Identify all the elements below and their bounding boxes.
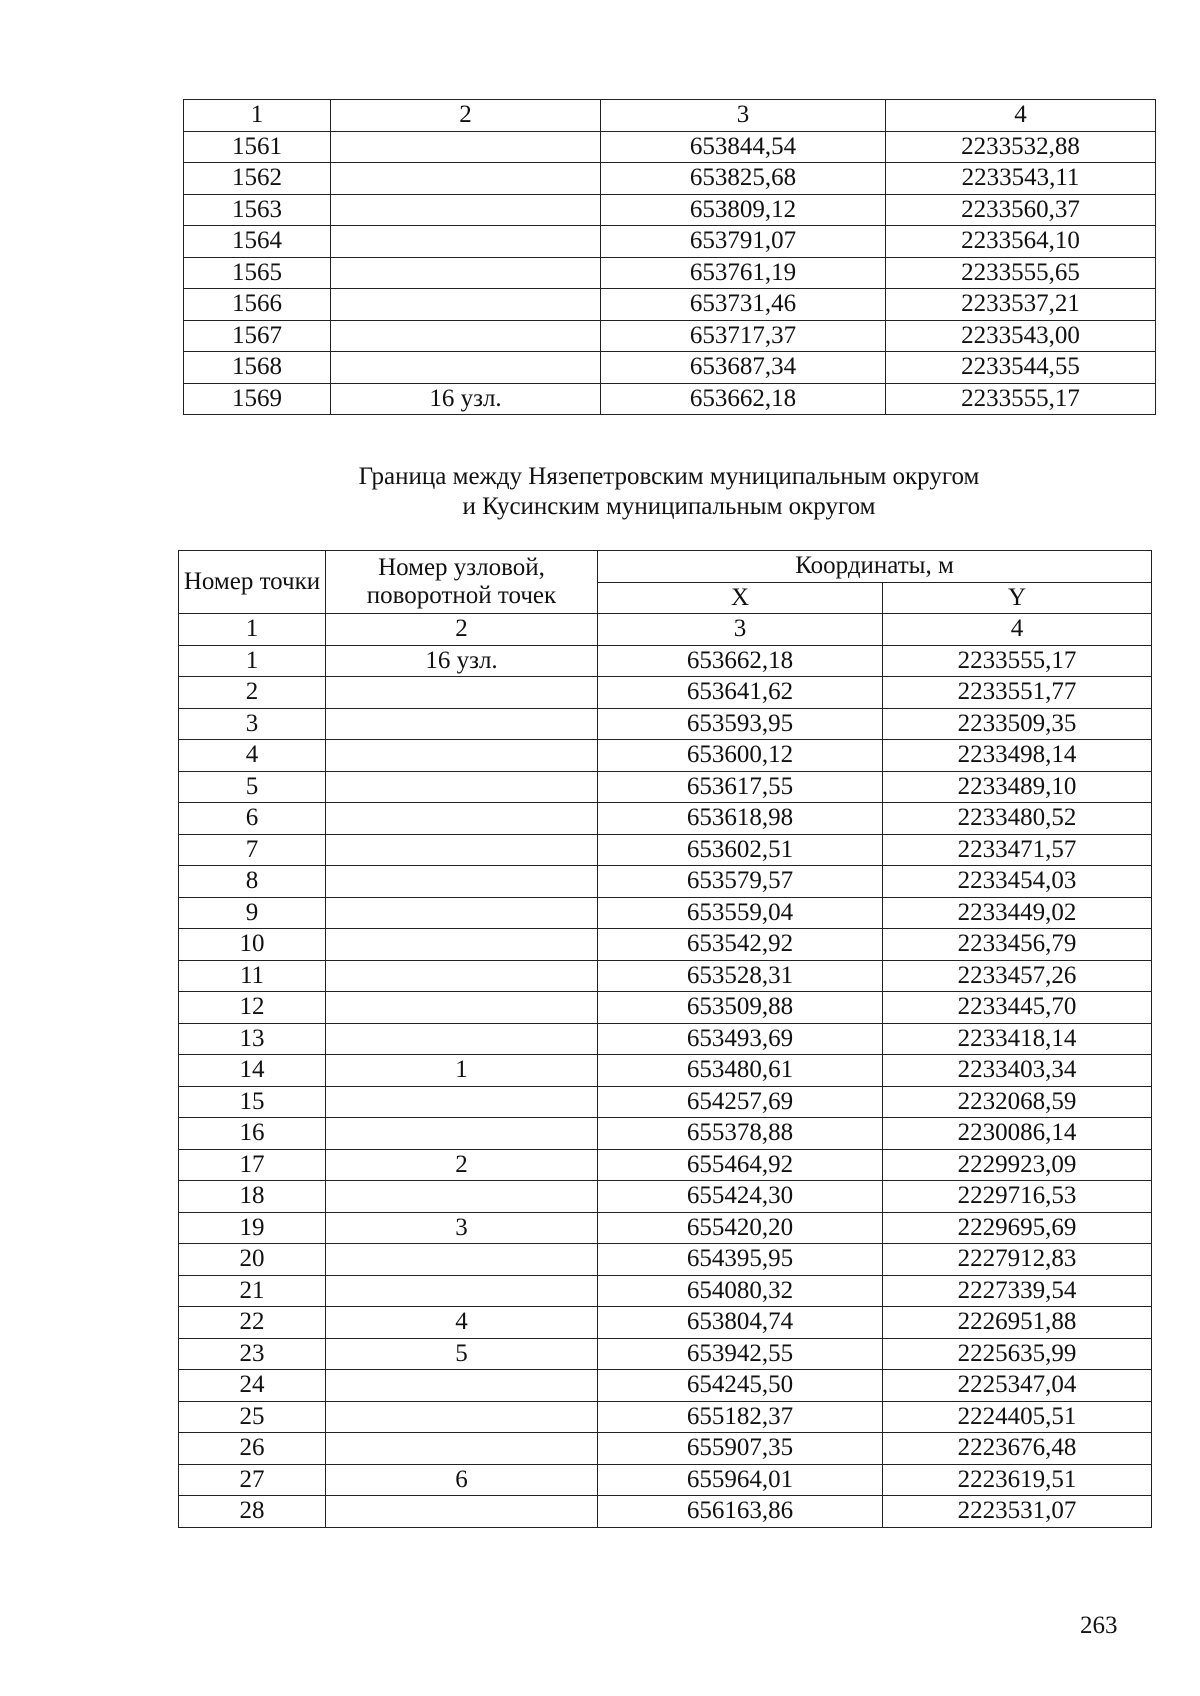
x-coordinate-cell: 653791,07 bbox=[601, 226, 886, 258]
y-coordinate-cell: 2233555,17 bbox=[886, 383, 1156, 415]
point-number-cell: 26 bbox=[179, 1433, 326, 1465]
x-coordinate-cell: 653717,37 bbox=[601, 320, 886, 352]
point-number-cell: 10 bbox=[179, 929, 326, 961]
point-number-cell: 1568 bbox=[184, 352, 331, 384]
table-row bbox=[179, 1118, 1152, 1150]
header-y: Y bbox=[883, 582, 1152, 614]
y-coordinate-cell: 2233454,03 bbox=[883, 866, 1152, 898]
column-number-cell: 3 bbox=[598, 614, 883, 646]
point-number-cell: 5 bbox=[179, 771, 326, 803]
column-number-cell: 4 bbox=[883, 614, 1152, 646]
section-title-line1: Граница между Нязепетровским муниципальным округом bbox=[358, 463, 980, 490]
point-number-cell: 1561 bbox=[184, 131, 331, 163]
y-coordinate-cell: 2229923,09 bbox=[883, 1149, 1152, 1181]
y-coordinate-cell: 2230086,14 bbox=[883, 1118, 1152, 1150]
table-row bbox=[179, 960, 1152, 992]
point-number-cell: 24 bbox=[179, 1370, 326, 1402]
x-coordinate-cell: 653480,61 bbox=[598, 1055, 883, 1087]
point-number-cell: 1563 bbox=[184, 194, 331, 226]
x-coordinate-cell: 653593,95 bbox=[598, 708, 883, 740]
header-node-number: Номер узловой, поворотной точек bbox=[326, 551, 598, 614]
table-row bbox=[184, 226, 1156, 258]
x-coordinate-cell: 653662,18 bbox=[598, 645, 883, 677]
table-row bbox=[179, 1023, 1152, 1055]
point-number-cell: 21 bbox=[179, 1275, 326, 1307]
point-number-cell: 14 bbox=[179, 1055, 326, 1087]
node-number-cell bbox=[326, 1244, 598, 1276]
y-coordinate-cell: 2233480,52 bbox=[883, 803, 1152, 835]
table-row bbox=[184, 320, 1156, 352]
x-coordinate-cell: 653618,98 bbox=[598, 803, 883, 835]
point-number-cell: 23 bbox=[179, 1338, 326, 1370]
node-number-cell bbox=[326, 1118, 598, 1150]
table-row bbox=[184, 163, 1156, 195]
y-coordinate-cell: 2233544,55 bbox=[886, 352, 1156, 384]
y-coordinate-cell: 2225635,99 bbox=[883, 1338, 1152, 1370]
point-number-cell: 22 bbox=[179, 1307, 326, 1339]
point-number-cell: 7 bbox=[179, 834, 326, 866]
y-coordinate-cell: 2229695,69 bbox=[883, 1212, 1152, 1244]
x-coordinate-cell: 653809,12 bbox=[601, 194, 886, 226]
y-coordinate-cell: 2227912,83 bbox=[883, 1244, 1152, 1276]
point-number-cell: 8 bbox=[179, 866, 326, 898]
x-coordinate-cell: 656163,86 bbox=[598, 1496, 883, 1528]
table-row bbox=[184, 257, 1156, 289]
y-coordinate-cell: 2233555,65 bbox=[886, 257, 1156, 289]
node-number-cell: 5 bbox=[326, 1338, 598, 1370]
point-number-cell: 18 bbox=[179, 1181, 326, 1213]
column-number-cell: 1 bbox=[184, 100, 331, 132]
node-number-cell bbox=[326, 866, 598, 898]
node-number-cell bbox=[326, 897, 598, 929]
column-number-cell: 4 bbox=[886, 100, 1156, 132]
x-coordinate-cell: 655424,30 bbox=[598, 1181, 883, 1213]
node-number-cell bbox=[331, 320, 601, 352]
section-title-line2: и Кусинским муниципальным округом bbox=[462, 493, 876, 520]
y-coordinate-cell: 2229716,53 bbox=[883, 1181, 1152, 1213]
point-number-cell: 3 bbox=[179, 708, 326, 740]
node-number-cell bbox=[331, 226, 601, 258]
x-coordinate-cell: 653579,57 bbox=[598, 866, 883, 898]
y-coordinate-cell: 2233543,00 bbox=[886, 320, 1156, 352]
top-table-body bbox=[184, 100, 1156, 415]
point-number-cell: 1 bbox=[179, 645, 326, 677]
y-coordinate-cell: 2233449,02 bbox=[883, 897, 1152, 929]
y-coordinate-cell: 2233555,17 bbox=[883, 645, 1152, 677]
node-number-cell: 6 bbox=[326, 1464, 598, 1496]
x-coordinate-cell: 653509,88 bbox=[598, 992, 883, 1024]
table-numbering-row bbox=[179, 614, 1152, 646]
y-coordinate-cell: 2232068,59 bbox=[883, 1086, 1152, 1118]
table-row bbox=[179, 740, 1152, 772]
coordinates-table-continued bbox=[183, 99, 1156, 415]
column-number-cell: 2 bbox=[331, 100, 601, 132]
table-row bbox=[179, 1338, 1152, 1370]
table-row bbox=[184, 131, 1156, 163]
table-row bbox=[179, 866, 1152, 898]
point-number-cell: 16 bbox=[179, 1118, 326, 1150]
table-row bbox=[179, 708, 1152, 740]
y-coordinate-cell: 2233403,34 bbox=[883, 1055, 1152, 1087]
node-number-cell bbox=[326, 708, 598, 740]
y-coordinate-cell: 2227339,54 bbox=[883, 1275, 1152, 1307]
table-row bbox=[179, 1464, 1152, 1496]
column-number-cell: 1 bbox=[179, 614, 326, 646]
table-row bbox=[179, 771, 1152, 803]
node-number-cell: 16 узл. bbox=[326, 645, 598, 677]
node-number-cell: 2 bbox=[326, 1149, 598, 1181]
node-number-cell bbox=[326, 1496, 598, 1528]
x-coordinate-cell: 653844,54 bbox=[601, 131, 886, 163]
x-coordinate-cell: 655378,88 bbox=[598, 1118, 883, 1150]
y-coordinate-cell: 2233457,26 bbox=[883, 960, 1152, 992]
table-row bbox=[184, 194, 1156, 226]
node-number-cell bbox=[331, 131, 601, 163]
table-row bbox=[179, 1086, 1152, 1118]
node-number-cell bbox=[331, 352, 601, 384]
point-number-cell: 27 bbox=[179, 1464, 326, 1496]
table-row bbox=[179, 897, 1152, 929]
table-row bbox=[179, 1149, 1152, 1181]
x-coordinate-cell: 653825,68 bbox=[601, 163, 886, 195]
node-number-cell bbox=[326, 1181, 598, 1213]
node-number-cell bbox=[326, 1023, 598, 1055]
boundary-coordinates-table bbox=[178, 550, 1152, 1528]
x-coordinate-cell: 653731,46 bbox=[601, 289, 886, 321]
x-coordinate-cell: 653942,55 bbox=[598, 1338, 883, 1370]
point-number-cell: 19 bbox=[179, 1212, 326, 1244]
x-coordinate-cell: 654395,95 bbox=[598, 1244, 883, 1276]
y-coordinate-cell: 2233498,14 bbox=[883, 740, 1152, 772]
column-number-cell: 3 bbox=[601, 100, 886, 132]
x-coordinate-cell: 653687,34 bbox=[601, 352, 886, 384]
y-coordinate-cell: 2233509,35 bbox=[883, 708, 1152, 740]
point-number-cell: 17 bbox=[179, 1149, 326, 1181]
x-coordinate-cell: 653641,62 bbox=[598, 677, 883, 709]
y-coordinate-cell: 2233489,10 bbox=[883, 771, 1152, 803]
node-number-cell bbox=[331, 194, 601, 226]
table-row bbox=[179, 1055, 1152, 1087]
x-coordinate-cell: 653559,04 bbox=[598, 897, 883, 929]
table-row bbox=[184, 352, 1156, 384]
table-row bbox=[179, 1275, 1152, 1307]
table-numbering-row bbox=[184, 100, 1156, 132]
y-coordinate-cell: 2226951,88 bbox=[883, 1307, 1152, 1339]
table-row bbox=[179, 1212, 1152, 1244]
header-point-number: Номер точки bbox=[179, 551, 326, 614]
node-number-cell bbox=[326, 740, 598, 772]
table-row bbox=[184, 289, 1156, 321]
y-coordinate-cell: 2223531,07 bbox=[883, 1496, 1152, 1528]
node-number-cell bbox=[331, 257, 601, 289]
point-number-cell: 12 bbox=[179, 992, 326, 1024]
node-number-cell bbox=[326, 992, 598, 1024]
table-row bbox=[179, 992, 1152, 1024]
point-number-cell: 1569 bbox=[184, 383, 331, 415]
x-coordinate-cell: 654080,32 bbox=[598, 1275, 883, 1307]
table-row bbox=[179, 1370, 1152, 1402]
table-row bbox=[179, 645, 1152, 677]
node-number-cell bbox=[326, 1086, 598, 1118]
point-number-cell: 1564 bbox=[184, 226, 331, 258]
table-row bbox=[179, 1401, 1152, 1433]
node-number-cell bbox=[326, 834, 598, 866]
y-coordinate-cell: 2233551,77 bbox=[883, 677, 1152, 709]
point-number-cell: 1565 bbox=[184, 257, 331, 289]
table-row bbox=[179, 834, 1152, 866]
point-number-cell: 13 bbox=[179, 1023, 326, 1055]
x-coordinate-cell: 653600,12 bbox=[598, 740, 883, 772]
page-number: 263 bbox=[1080, 1612, 1118, 1639]
y-coordinate-cell: 2233445,70 bbox=[883, 992, 1152, 1024]
node-number-cell: 4 bbox=[326, 1307, 598, 1339]
table-row bbox=[179, 1244, 1152, 1276]
x-coordinate-cell: 655182,37 bbox=[598, 1401, 883, 1433]
node-number-cell bbox=[326, 803, 598, 835]
y-coordinate-cell: 2233418,14 bbox=[883, 1023, 1152, 1055]
header-x: X bbox=[598, 582, 883, 614]
point-number-cell: 1566 bbox=[184, 289, 331, 321]
table-row bbox=[179, 1181, 1152, 1213]
point-number-cell: 15 bbox=[179, 1086, 326, 1118]
node-number-cell bbox=[326, 929, 598, 961]
y-coordinate-cell: 2225347,04 bbox=[883, 1370, 1152, 1402]
y-coordinate-cell: 2233471,57 bbox=[883, 834, 1152, 866]
y-coordinate-cell: 2223676,48 bbox=[883, 1433, 1152, 1465]
y-coordinate-cell: 2224405,51 bbox=[883, 1401, 1152, 1433]
point-number-cell: 9 bbox=[179, 897, 326, 929]
column-number-cell: 2 bbox=[326, 614, 598, 646]
x-coordinate-cell: 655907,35 bbox=[598, 1433, 883, 1465]
point-number-cell: 1562 bbox=[184, 163, 331, 195]
main-table-body bbox=[179, 551, 1152, 1528]
node-number-cell bbox=[326, 1370, 598, 1402]
x-coordinate-cell: 653804,74 bbox=[598, 1307, 883, 1339]
point-number-cell: 25 bbox=[179, 1401, 326, 1433]
x-coordinate-cell: 654257,69 bbox=[598, 1086, 883, 1118]
node-number-cell: 16 узл. bbox=[331, 383, 601, 415]
x-coordinate-cell: 655964,01 bbox=[598, 1464, 883, 1496]
x-coordinate-cell: 653617,55 bbox=[598, 771, 883, 803]
point-number-cell: 20 bbox=[179, 1244, 326, 1276]
point-number-cell: 4 bbox=[179, 740, 326, 772]
table-row bbox=[179, 929, 1152, 961]
y-coordinate-cell: 2233543,11 bbox=[886, 163, 1156, 195]
table-row bbox=[179, 803, 1152, 835]
x-coordinate-cell: 654245,50 bbox=[598, 1370, 883, 1402]
point-number-cell: 6 bbox=[179, 803, 326, 835]
x-coordinate-cell: 655420,20 bbox=[598, 1212, 883, 1244]
node-number-cell: 3 bbox=[326, 1212, 598, 1244]
table-row bbox=[179, 677, 1152, 709]
x-coordinate-cell: 653602,51 bbox=[598, 834, 883, 866]
table-header-row bbox=[179, 551, 1152, 583]
point-number-cell: 11 bbox=[179, 960, 326, 992]
node-number-cell bbox=[326, 1401, 598, 1433]
point-number-cell: 28 bbox=[179, 1496, 326, 1528]
point-number-cell: 1567 bbox=[184, 320, 331, 352]
y-coordinate-cell: 2233564,10 bbox=[886, 226, 1156, 258]
table-row bbox=[179, 1433, 1152, 1465]
table-row bbox=[179, 1496, 1152, 1528]
table-row bbox=[184, 383, 1156, 415]
node-number-cell bbox=[331, 163, 601, 195]
table-row bbox=[179, 1307, 1152, 1339]
x-coordinate-cell: 653528,31 bbox=[598, 960, 883, 992]
node-number-cell bbox=[331, 289, 601, 321]
header-coordinates: Координаты, м bbox=[598, 551, 1152, 583]
section-title bbox=[183, 462, 1155, 522]
node-number-cell bbox=[326, 960, 598, 992]
y-coordinate-cell: 2233456,79 bbox=[883, 929, 1152, 961]
x-coordinate-cell: 653493,69 bbox=[598, 1023, 883, 1055]
x-coordinate-cell: 653542,92 bbox=[598, 929, 883, 961]
y-coordinate-cell: 2233532,88 bbox=[886, 131, 1156, 163]
y-coordinate-cell: 2223619,51 bbox=[883, 1464, 1152, 1496]
node-number-cell bbox=[326, 1275, 598, 1307]
y-coordinate-cell: 2233560,37 bbox=[886, 194, 1156, 226]
node-number-cell bbox=[326, 1433, 598, 1465]
x-coordinate-cell: 653761,19 bbox=[601, 257, 886, 289]
x-coordinate-cell: 653662,18 bbox=[601, 383, 886, 415]
y-coordinate-cell: 2233537,21 bbox=[886, 289, 1156, 321]
node-number-cell: 1 bbox=[326, 1055, 598, 1087]
x-coordinate-cell: 655464,92 bbox=[598, 1149, 883, 1181]
node-number-cell bbox=[326, 677, 598, 709]
node-number-cell bbox=[326, 771, 598, 803]
point-number-cell: 2 bbox=[179, 677, 326, 709]
